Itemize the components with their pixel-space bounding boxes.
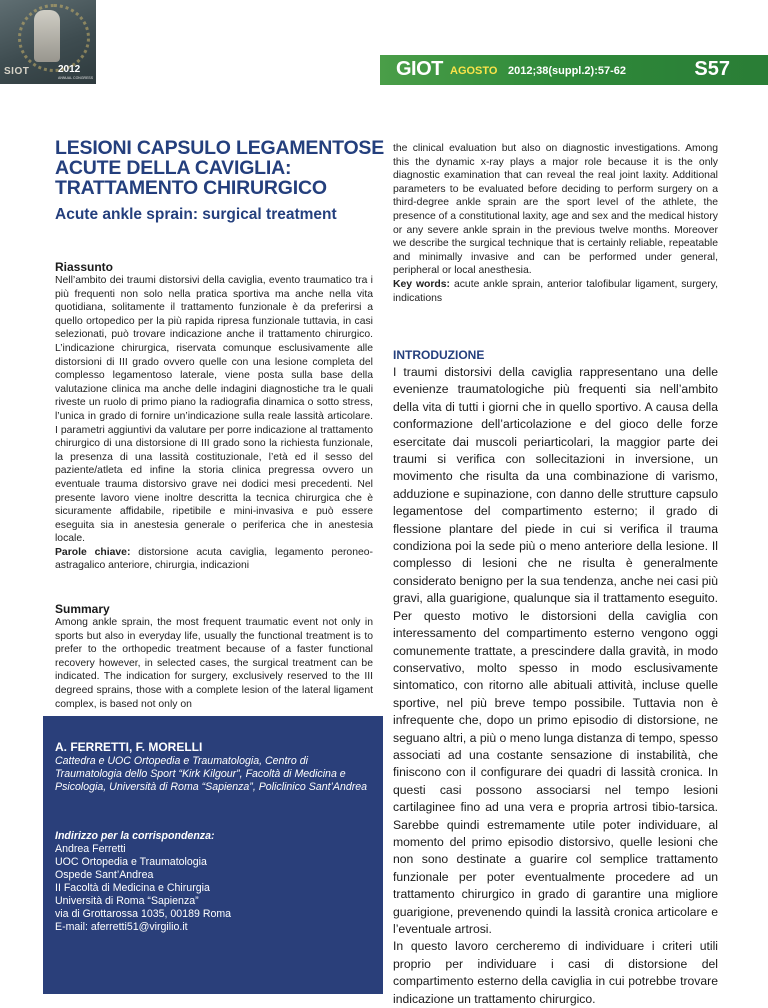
address-line: via di Grottarossa 1035, 00189 Roma [55,908,232,920]
riassunto-body [55,274,373,573]
article-title [55,137,385,199]
summary-body-left [55,616,373,711]
logo-brand: SIOT [4,66,30,77]
correspondence-label [55,830,373,843]
address-line: UOC Ortopedia e Traumatologia [55,856,207,868]
logo-subtitle: ANNUAL CONGRESS [58,76,94,80]
keywords-label: Key words: [393,278,451,290]
address-line: Università di Roma “Sapienza” [55,895,199,907]
journal-header-bar [380,55,768,85]
email-address: E-mail: aferretti51@virgilio.it [55,921,188,933]
address-line: II Facoltà di Medicina e Chirurgia [55,882,210,894]
intro-paragraph: I traumi distorsivi della caviglia rappresentano una delle evenienze traumatologiche più frequenti sia nell’ambito della vita di tutti i giorni che in quello sportivo. A causa della conformazione dell’articolazione e del gioco delle forze esercitate dai muscoli periarticolari, la maggior parte dei traumi si verifica con sollecitazioni in inversione, un movimento che risulta da una combinazione di varismo, adduzione e supinazione, con danno delle strutture capsulo legamentose del compartimento esterno; il grado di flessione plantare del piede in cui si verifica il trauma condiziona poi la sede più o meno anteriore della lesione. Il complesso di lesioni che ne risulta è generalmente considerato benigno per la sua tendenza, anche nei casi più gravi, alla guarigione, qualunque sia il trattamento eseguito. Per questo motivo le distorsioni della caviglia con interessamento del compartimento esterno vengono oggi comunemente trattate, a prescindere dalla gravità, in modo conservativo, molto spesso in modo esclusivamente sintomatico, con ritorno alle abituali attività, incluse quelle sportive, nel più breve tempo possibile. Tuttavia non è infrequente che, dopo un primo episodio di distorsione, ne seguano altri, a più o meno lunga distanza di tempo, spesso associati ad una costante sensazione di instabilità, che finiscono con il configurare dei quadri di lassità cronica. In questi casi possono associarsi nel tempo lesioni cartilaginee fino ad una vera e propria artrosi tibio-tarsica. Sarebbe quindi estremamente utile poter individuare, al momento del primo episodio distorsivo, quelle lesioni che non sono destinate a guarire col semplice trattamento funzionale per poter eventualmente procedere ad un trattamento chirurgico in grado di garantire una migliore guarigione, prevenendo quindi la lassità cronica articolare e l’eventuale artrosi. [393,365,718,936]
riassunto-heading: Riassunto [55,260,114,274]
summary-paragraph-cont: the clinical evaluation but also on diagnostic investigations. Among this the dynamic x-ray plays a major role because it is the only diagnostic examination that can reveal the real joint laxity. Additional parameters to be evaluated before deciding to perform surgery on a third-degree ankle sprain are the sport level of the athlete, the presence of a constitutional laxity, age and sex and the medical history or any severe ankle sprain in the previous twelve months. Moreover we describe the surgical technique that is certainly reliable, repeatable and minimally invasive and can be performed under general, peripheral or local anesthesia. [393,143,718,277]
introduzione-heading: INTRODUZIONE [393,348,485,362]
title-line: LESIONI CAPSULO LEGAMENTOSE [55,137,385,159]
riassunto-keywords [55,546,373,573]
introduzione-body [393,364,718,1008]
page-number: S57 [694,58,730,80]
address-line: Ospede Sant’Andrea [55,869,154,881]
author-names: A. FERRETTI, F. MORELLI [55,740,203,754]
title-line: ACUTE DELLA CAVIGLIA: [55,157,292,179]
corr-label-text: Indirizzo per la corrispondenza: [55,830,215,842]
summary-keywords [393,278,718,305]
title-line: TRATTAMENTO CHIRURGICO [55,177,327,199]
article-subtitle: Acute ankle sprain: surgical treatment [55,206,337,223]
logo-year: 2012 [58,64,81,75]
keywords-text: acute ankle sprain, anterior talofibular ligament, surgery, indications [393,278,718,304]
summary-heading: Summary [55,602,110,616]
riassunto-paragraph: Nell’ambito dei traumi distorsivi della caviglia, evento traumatico tra i più frequenti non solo nella pratica sportiva ma anche nella vita quotidiana, solitamente il trattamento funzionale è da preferirsi a quello ortopedico per la più rapida ripresa funzionale tuttavia, in casi selezionati, può trovare indicazione anche il trattamento chirurgico. L’indicazione chirurgica, riservata comunque esclusivamente alle distorsioni di III grado ovvero quelle con una lesione completa del complesso legamentoso laterale, viene posta sulla base della valutazione clinica ma anche delle indagini diagnostiche tra le quali riveste un ruolo di primo piano la radiografia dinamica o sotto stress, l’unica in grado di fornire un’indicazione sulla reale lassità articolare. I parametri aggiuntivi da valutare per porre indicazione al trattamento chirurgico di una distorsione di III grado sono la richiesta funzionale, la presenza di una lassità costituzionale, l’età ed il sesso del paziente/atleta ed infine la storia clinica pregressa ovvero un eventuale trauma distorsivo grave nei dodici mesi precedenti. Nel presente lavoro viene inoltre descritta la tecnica chirurgica che è sicuramente affidabile, ripetibile e mini-invasiva e può essere eseguita sia in anestesia generale o periferica che in anestesia locale. [55,275,373,545]
journal-logo [0,0,96,84]
author-info-box [43,716,383,994]
correspondence-address [55,843,373,934]
summary-body-right [393,142,718,305]
author-affiliation: Cattedra e UOC Ortopedia e Traumatologia, Centro di Traumatologia dello Sport “Kirk Kilgour”, Facoltà di Medicina e Psicologia, Università di Roma “Sapienza”, Policlinico Sant’Andrea [55,755,368,793]
address-line: Andrea Ferretti [55,843,126,855]
summary-paragraph: Among ankle sprain, the most frequent traumatic event not only in sports but also in everyday life, usually the functional treatment is to prefer to the orthopedic treatment because of a faster functional recovery however, in selected cases, the surgical treatment can be indicated. The indication for surgery, exclusively reserved to the III degreed sprains, those with a complete lesion of the lateral ligament complex, is based not only on [55,617,373,710]
issue-citation: 2012;38(suppl.2):57-62 [508,65,626,77]
discobolus-statue-icon [34,10,60,62]
keywords-text: distorsione acuta caviglia, legamento peroneo-astragalico anteriore, chirurgia, indicazioni [55,546,374,572]
journal-name: GIOT [396,58,443,80]
keywords-label: Parole chiave: [55,546,131,558]
intro-paragraph: In questo lavoro cercheremo di individuare i criteri utili proprio per individuare i casi di distorsione del compartimento esterno della caviglia in cui potrebbe trovare indicazione un trattamento chirurgico. [393,939,718,1006]
issue-month: AGOSTO [450,65,498,77]
